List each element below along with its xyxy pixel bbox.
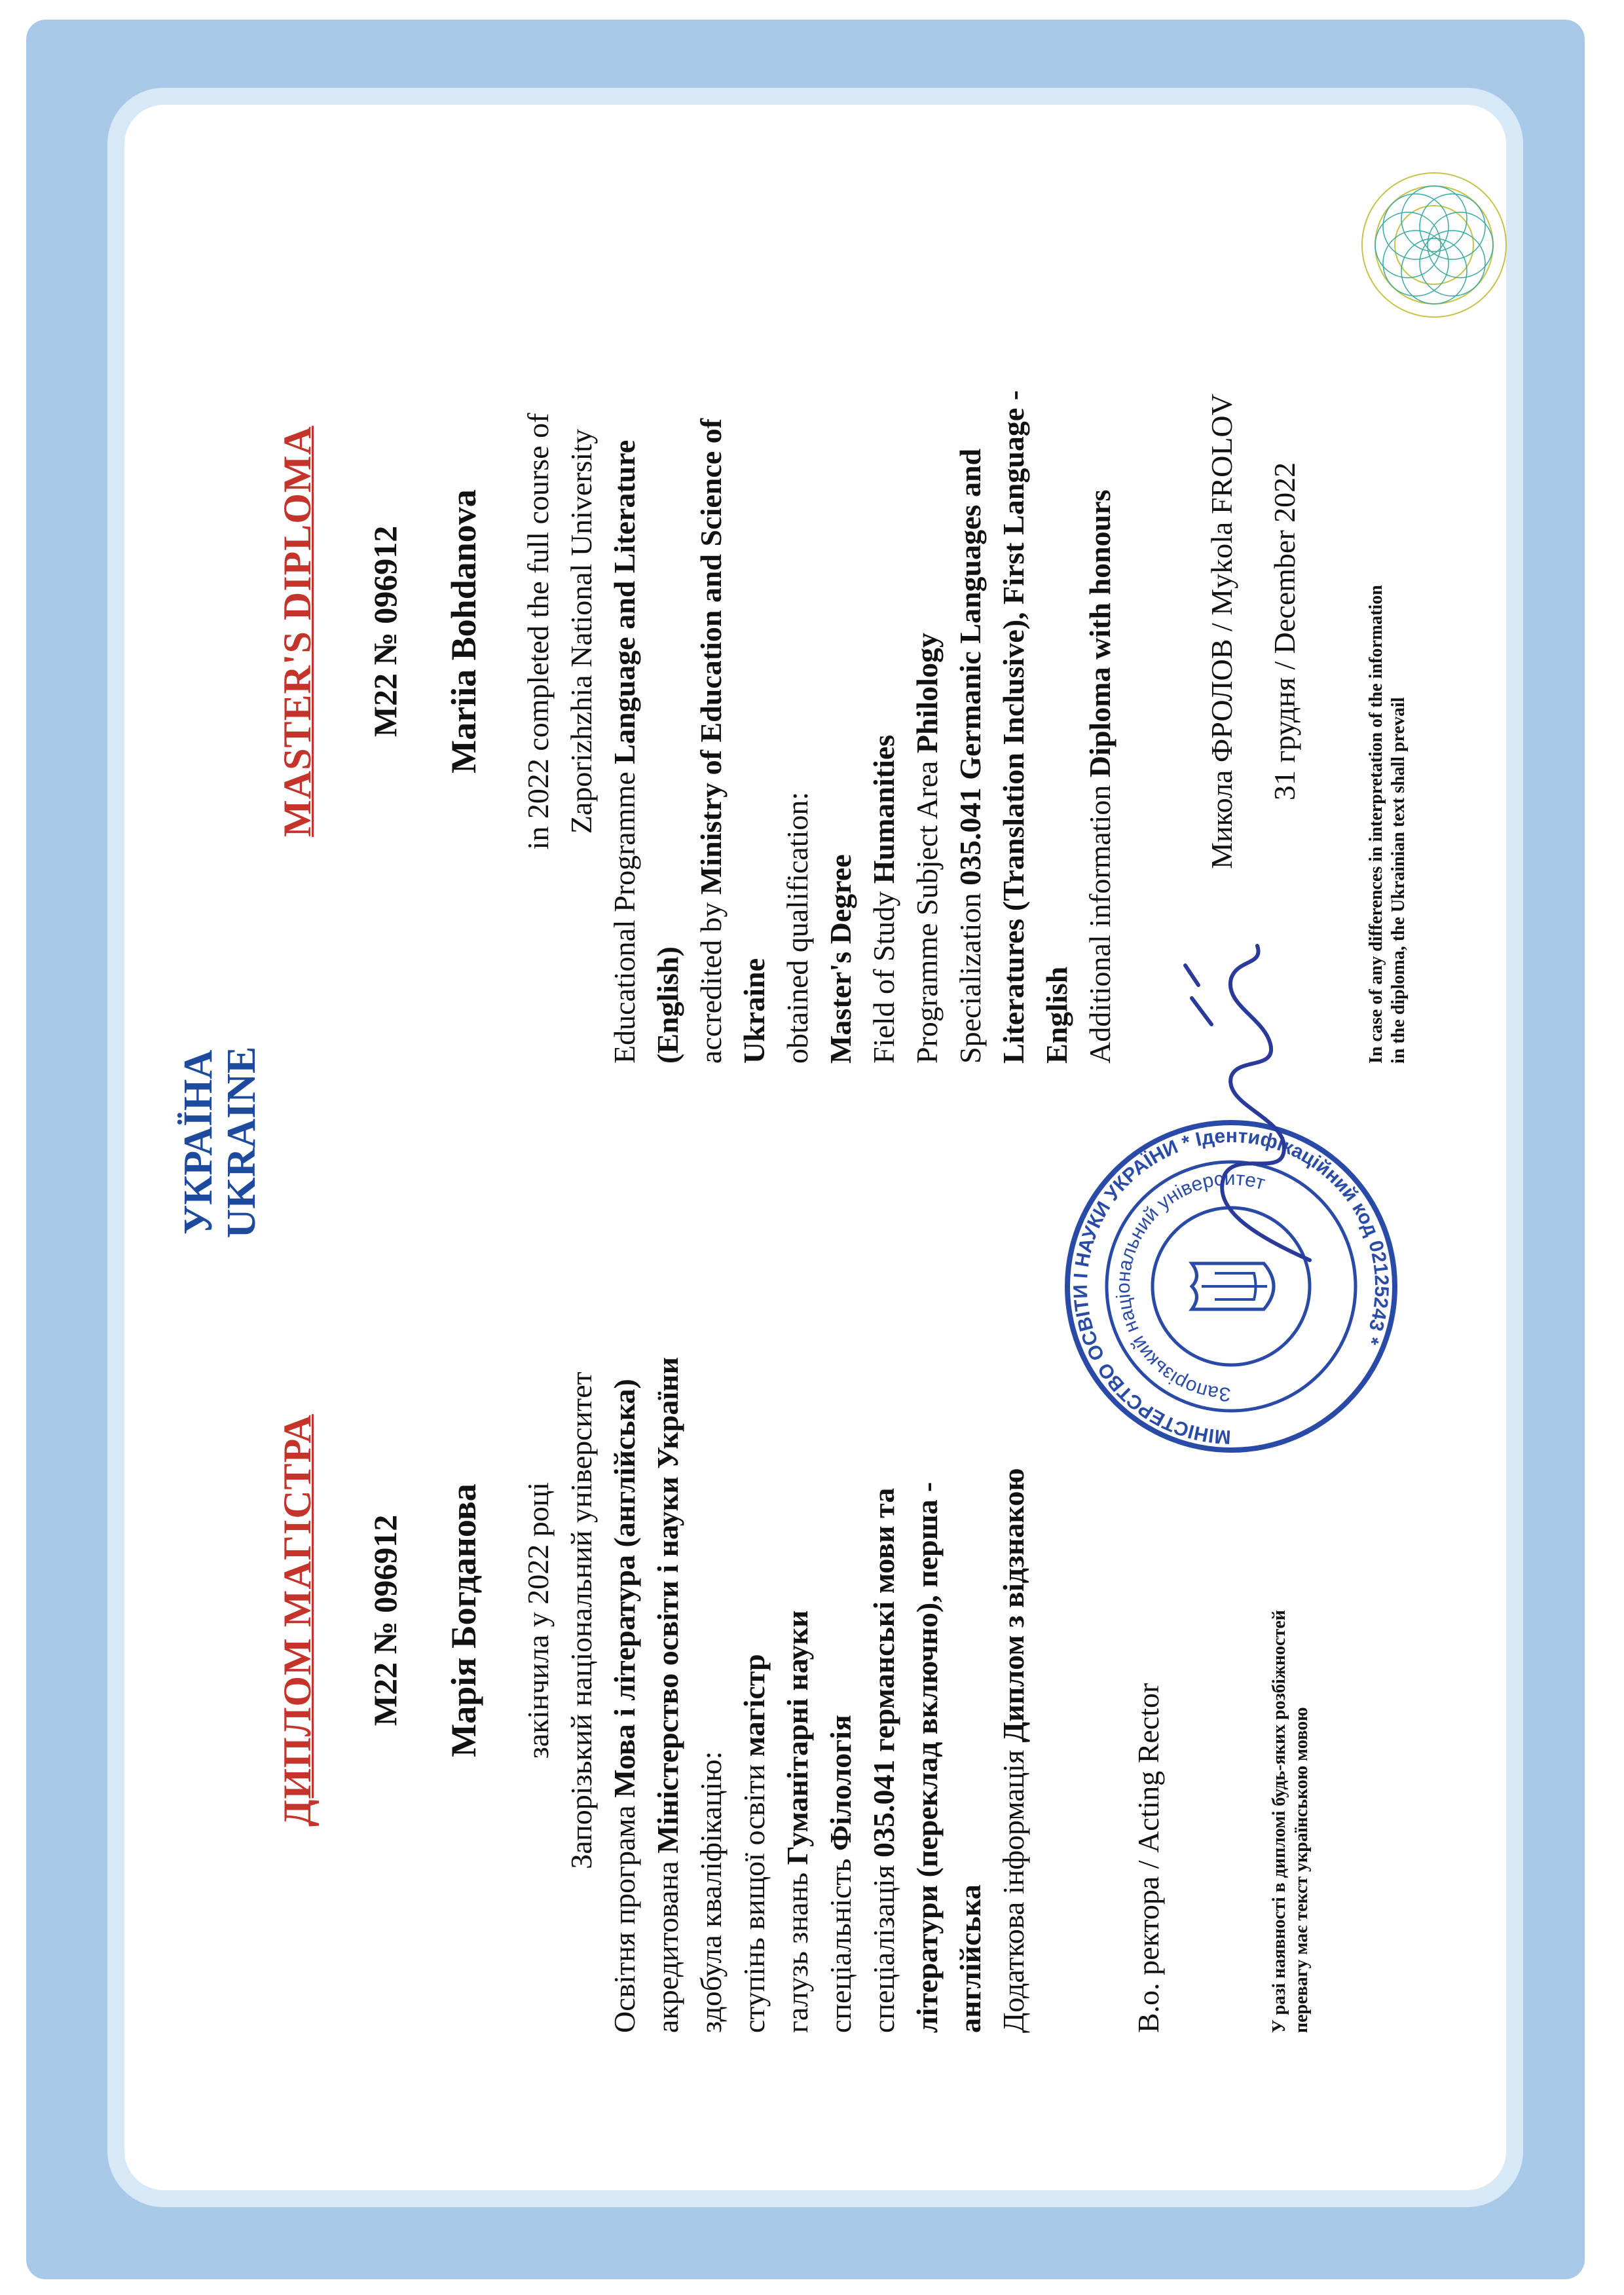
rosette-loop (1428, 212, 1493, 278)
english-footnote-2: in the diploma, the Ukrainian text shall prevail (1388, 697, 1409, 1064)
english-accredited-2: Ukraine (737, 958, 771, 1064)
ukrainian-field: галузь знань Гуманітарні науки (781, 1610, 814, 2033)
ukrainian-specialization: спеціалізація 035.041 германські мови та (867, 1487, 900, 2033)
rector-title: В.о. ректора / Acting Rector (1132, 1683, 1165, 2033)
english-number: M22 № 096912 (367, 525, 403, 737)
country-en: UKRAINE (219, 1046, 264, 1239)
english-area: Programme Subject Area Philology (910, 633, 944, 1064)
english-name: Mariia Bohdanova (444, 489, 483, 774)
english-programme: Educational Programme Language and Literature (608, 439, 641, 1064)
english-university: Zaporizhzhia National University (564, 428, 598, 834)
ukrainian-accredited: акредитована Міністерство освіти і науки України (651, 1356, 684, 2033)
ukrainian-degree: ступінь вищої освіти магістр (737, 1654, 771, 2033)
ukrainian-completed: закінчила у 2022 році (521, 1482, 555, 1759)
english-completed: in 2022 completed the full course of (521, 413, 555, 850)
rosette-loop (1383, 231, 1449, 296)
ukrainian-footnote-2: перевагу має текст українською мовою (1291, 1707, 1312, 2033)
english-specialization-2: Literatures (Translation Inclusive), First Language - (997, 390, 1030, 1064)
ukrainian-specialization-3: англійська (953, 1884, 987, 2033)
ukrainian-programme: Освітня програма Мова і література (англійська) (608, 1379, 641, 2033)
english-title: MASTER'S DIPLOMA (276, 426, 319, 837)
ukrainian-speciality: спеціальність Філологія (824, 1715, 857, 2033)
rosette-ring-inner (1395, 206, 1473, 284)
english-degree: Master's Degree (824, 854, 857, 1064)
ukrainian-university: Запорізький національний університет (564, 1371, 598, 1869)
english-additional: Additional information Diploma with honours (1083, 489, 1116, 1064)
country-heading (177, 1011, 263, 1273)
ukrainian-number: M22 № 096912 (367, 1514, 403, 1726)
english-accredited: accredited by Ministry of Education and Science of (694, 418, 728, 1064)
english-specialization-3: English (1040, 966, 1073, 1064)
country-uk: УКРАЇНА (176, 1049, 221, 1235)
ukrainian-obtained: здобула кваліфікацію: (694, 1751, 728, 2033)
ukrainian-footnote-1: У разі наявності в дипломі будь-яких розбіжностей (1269, 1610, 1289, 2033)
rosette-ornament (1349, 160, 1519, 330)
english-field: Field of Study Humanities (867, 734, 900, 1064)
issue-date: 31 грудня / December 2022 (1268, 462, 1301, 801)
rosette-ring-outer (1362, 173, 1506, 317)
rosette-loop (1420, 231, 1485, 296)
seal-inner-text: Запорізький національний університет (1112, 1167, 1268, 1406)
seal-outer-text: МІНІСТЕРСТВО ОСВІТИ І НАУКИ УКРАЇНИ * Ідентифікаційний код 02125243 * (1069, 1125, 1393, 1448)
english-obtained: obtained qualification: (781, 791, 814, 1064)
ukrainian-title: ДИПЛОМ МАГІСТРА (276, 1414, 319, 1827)
english-footnote-1: In case of any differences in interpretation of the information (1366, 585, 1386, 1064)
rosette-loop (1401, 186, 1467, 252)
rosette-loop (1420, 194, 1485, 259)
ukrainian-name: Марія Богданова (444, 1483, 483, 1757)
ukrainian-specialization-2: літератури (переклад включно), перша - (910, 1482, 944, 2033)
english-specialization: Specialization 035.041 Germanic Languages and (953, 448, 987, 1064)
rosette-loop (1401, 238, 1467, 304)
rosette-loop (1383, 194, 1449, 259)
signatory-name: Микола ФРОЛОВ / Mykola FROLOV (1205, 394, 1238, 869)
english-programme-2: (English) (651, 946, 684, 1064)
rector-signature (1172, 906, 1342, 1273)
rosette-loop (1375, 212, 1441, 278)
ukrainian-additional: Додаткова інформація Диплом з відзнакою (997, 1468, 1030, 2033)
